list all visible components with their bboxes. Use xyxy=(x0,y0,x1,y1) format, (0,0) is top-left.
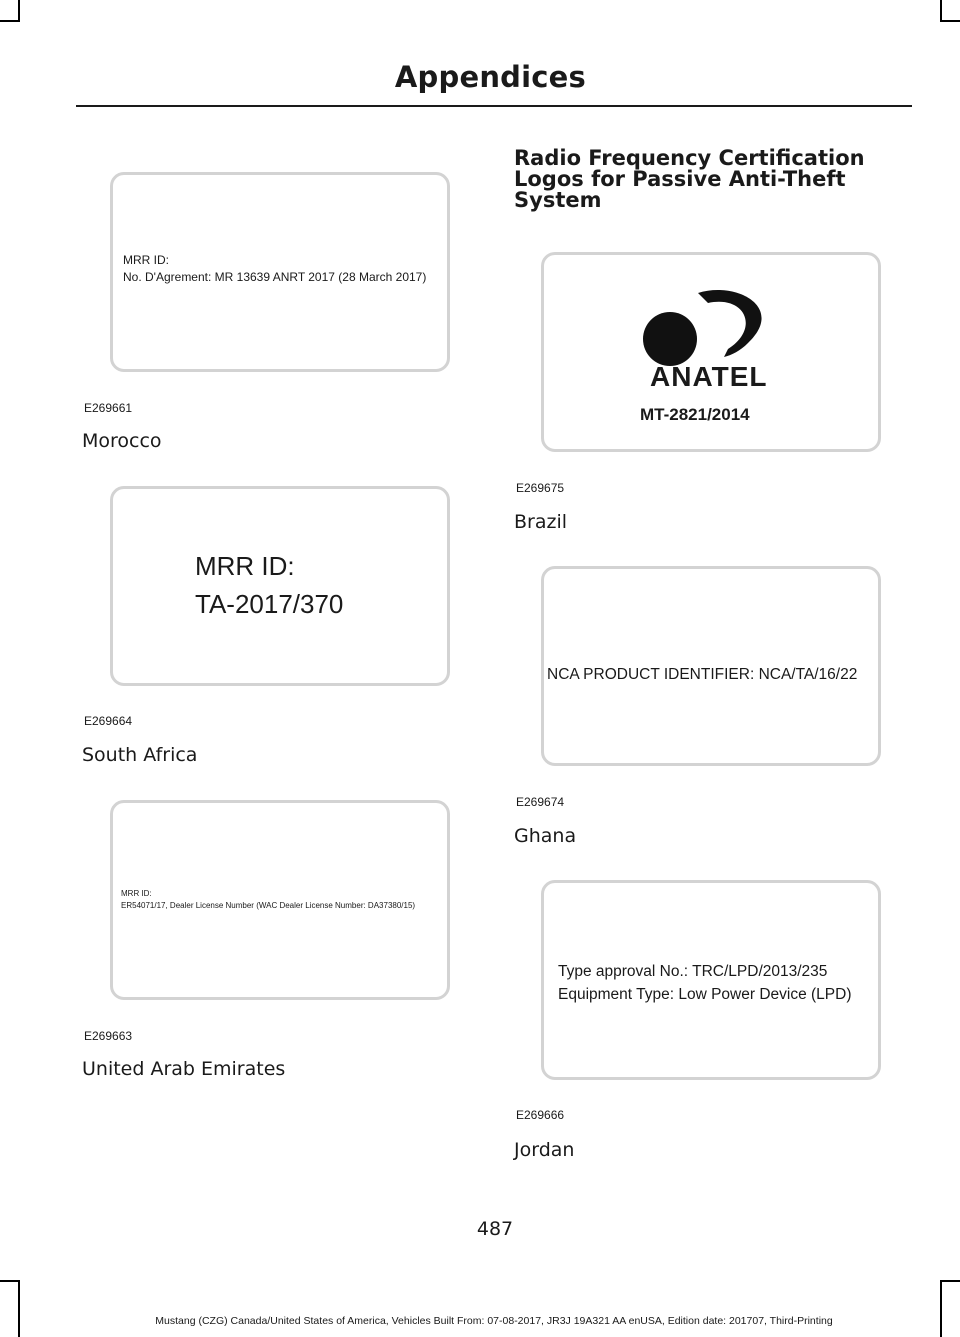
crop-mark xyxy=(940,1280,960,1282)
crop-mark xyxy=(18,0,20,22)
crop-mark xyxy=(940,20,960,22)
cert-line: Type approval No.: TRC/LPD/2013/235 xyxy=(558,963,828,980)
crop-mark xyxy=(18,1280,20,1337)
cert-line: MRR ID: xyxy=(123,253,169,267)
cert-line: No. D'Agrement: MR 13639 ANRT 2017 (28 March 2017) xyxy=(123,270,427,284)
cert-line: TA-2017/370 xyxy=(195,589,344,619)
crop-mark xyxy=(0,1280,20,1282)
cert-line: ER54071/17, Dealer License Number (WAC Dealer License Number: DA37380/15) xyxy=(121,901,416,910)
certification-box-jordan xyxy=(541,880,881,1080)
caption-uae: United Arab Emirates xyxy=(82,1058,286,1080)
certification-box-uae xyxy=(110,800,450,1000)
anatel-number: MT-2821/2014 xyxy=(640,405,750,424)
figure-code: E269674 xyxy=(516,795,565,809)
figure-code: E269666 xyxy=(516,1108,565,1122)
section-heading-line: Logos for Passive Anti-Theft xyxy=(514,167,846,191)
cert-line: Equipment Type: Low Power Device (LPD) xyxy=(558,986,852,1003)
caption-ghana: Ghana xyxy=(514,825,577,847)
certification-box-ghana xyxy=(541,566,881,766)
page-number: 487 xyxy=(476,1218,514,1240)
crop-mark xyxy=(940,1280,942,1337)
certification-box-morocco xyxy=(110,172,450,372)
certification-box-brazil xyxy=(541,252,881,452)
header-rule xyxy=(76,105,912,107)
section-heading xyxy=(514,148,894,211)
caption-south-africa: South Africa xyxy=(82,744,198,766)
section-heading-line: System xyxy=(514,188,602,212)
caption-brazil: Brazil xyxy=(514,511,568,533)
figure-code: E269664 xyxy=(84,714,133,728)
figure-code: E269675 xyxy=(516,481,565,495)
crop-mark xyxy=(940,0,942,22)
caption-morocco: Morocco xyxy=(82,430,162,452)
figure-code: E269661 xyxy=(84,401,133,415)
figure-code: E269663 xyxy=(84,1029,133,1043)
footer-text: Mustang (CZG) Canada/United States of America, Vehicles Built From: 07-08-2017, JR3J 19A321 AA enUSA, Edition date: 201707, Third-Printing xyxy=(155,1315,833,1327)
cert-line: NCA PRODUCT IDENTIFIER: NCA/TA/16/22 xyxy=(547,666,858,683)
caption-jordan: Jordan xyxy=(514,1139,575,1161)
anatel-wordmark: ANATEL xyxy=(650,361,768,392)
crop-mark xyxy=(0,20,20,22)
page-header-title: Appendices xyxy=(394,60,586,94)
cert-line: MRR ID: xyxy=(195,551,295,581)
cert-line: MRR ID: xyxy=(121,889,152,898)
section-heading-line: Radio Frequency Certification xyxy=(514,146,865,170)
certification-box-south-africa xyxy=(110,486,450,686)
